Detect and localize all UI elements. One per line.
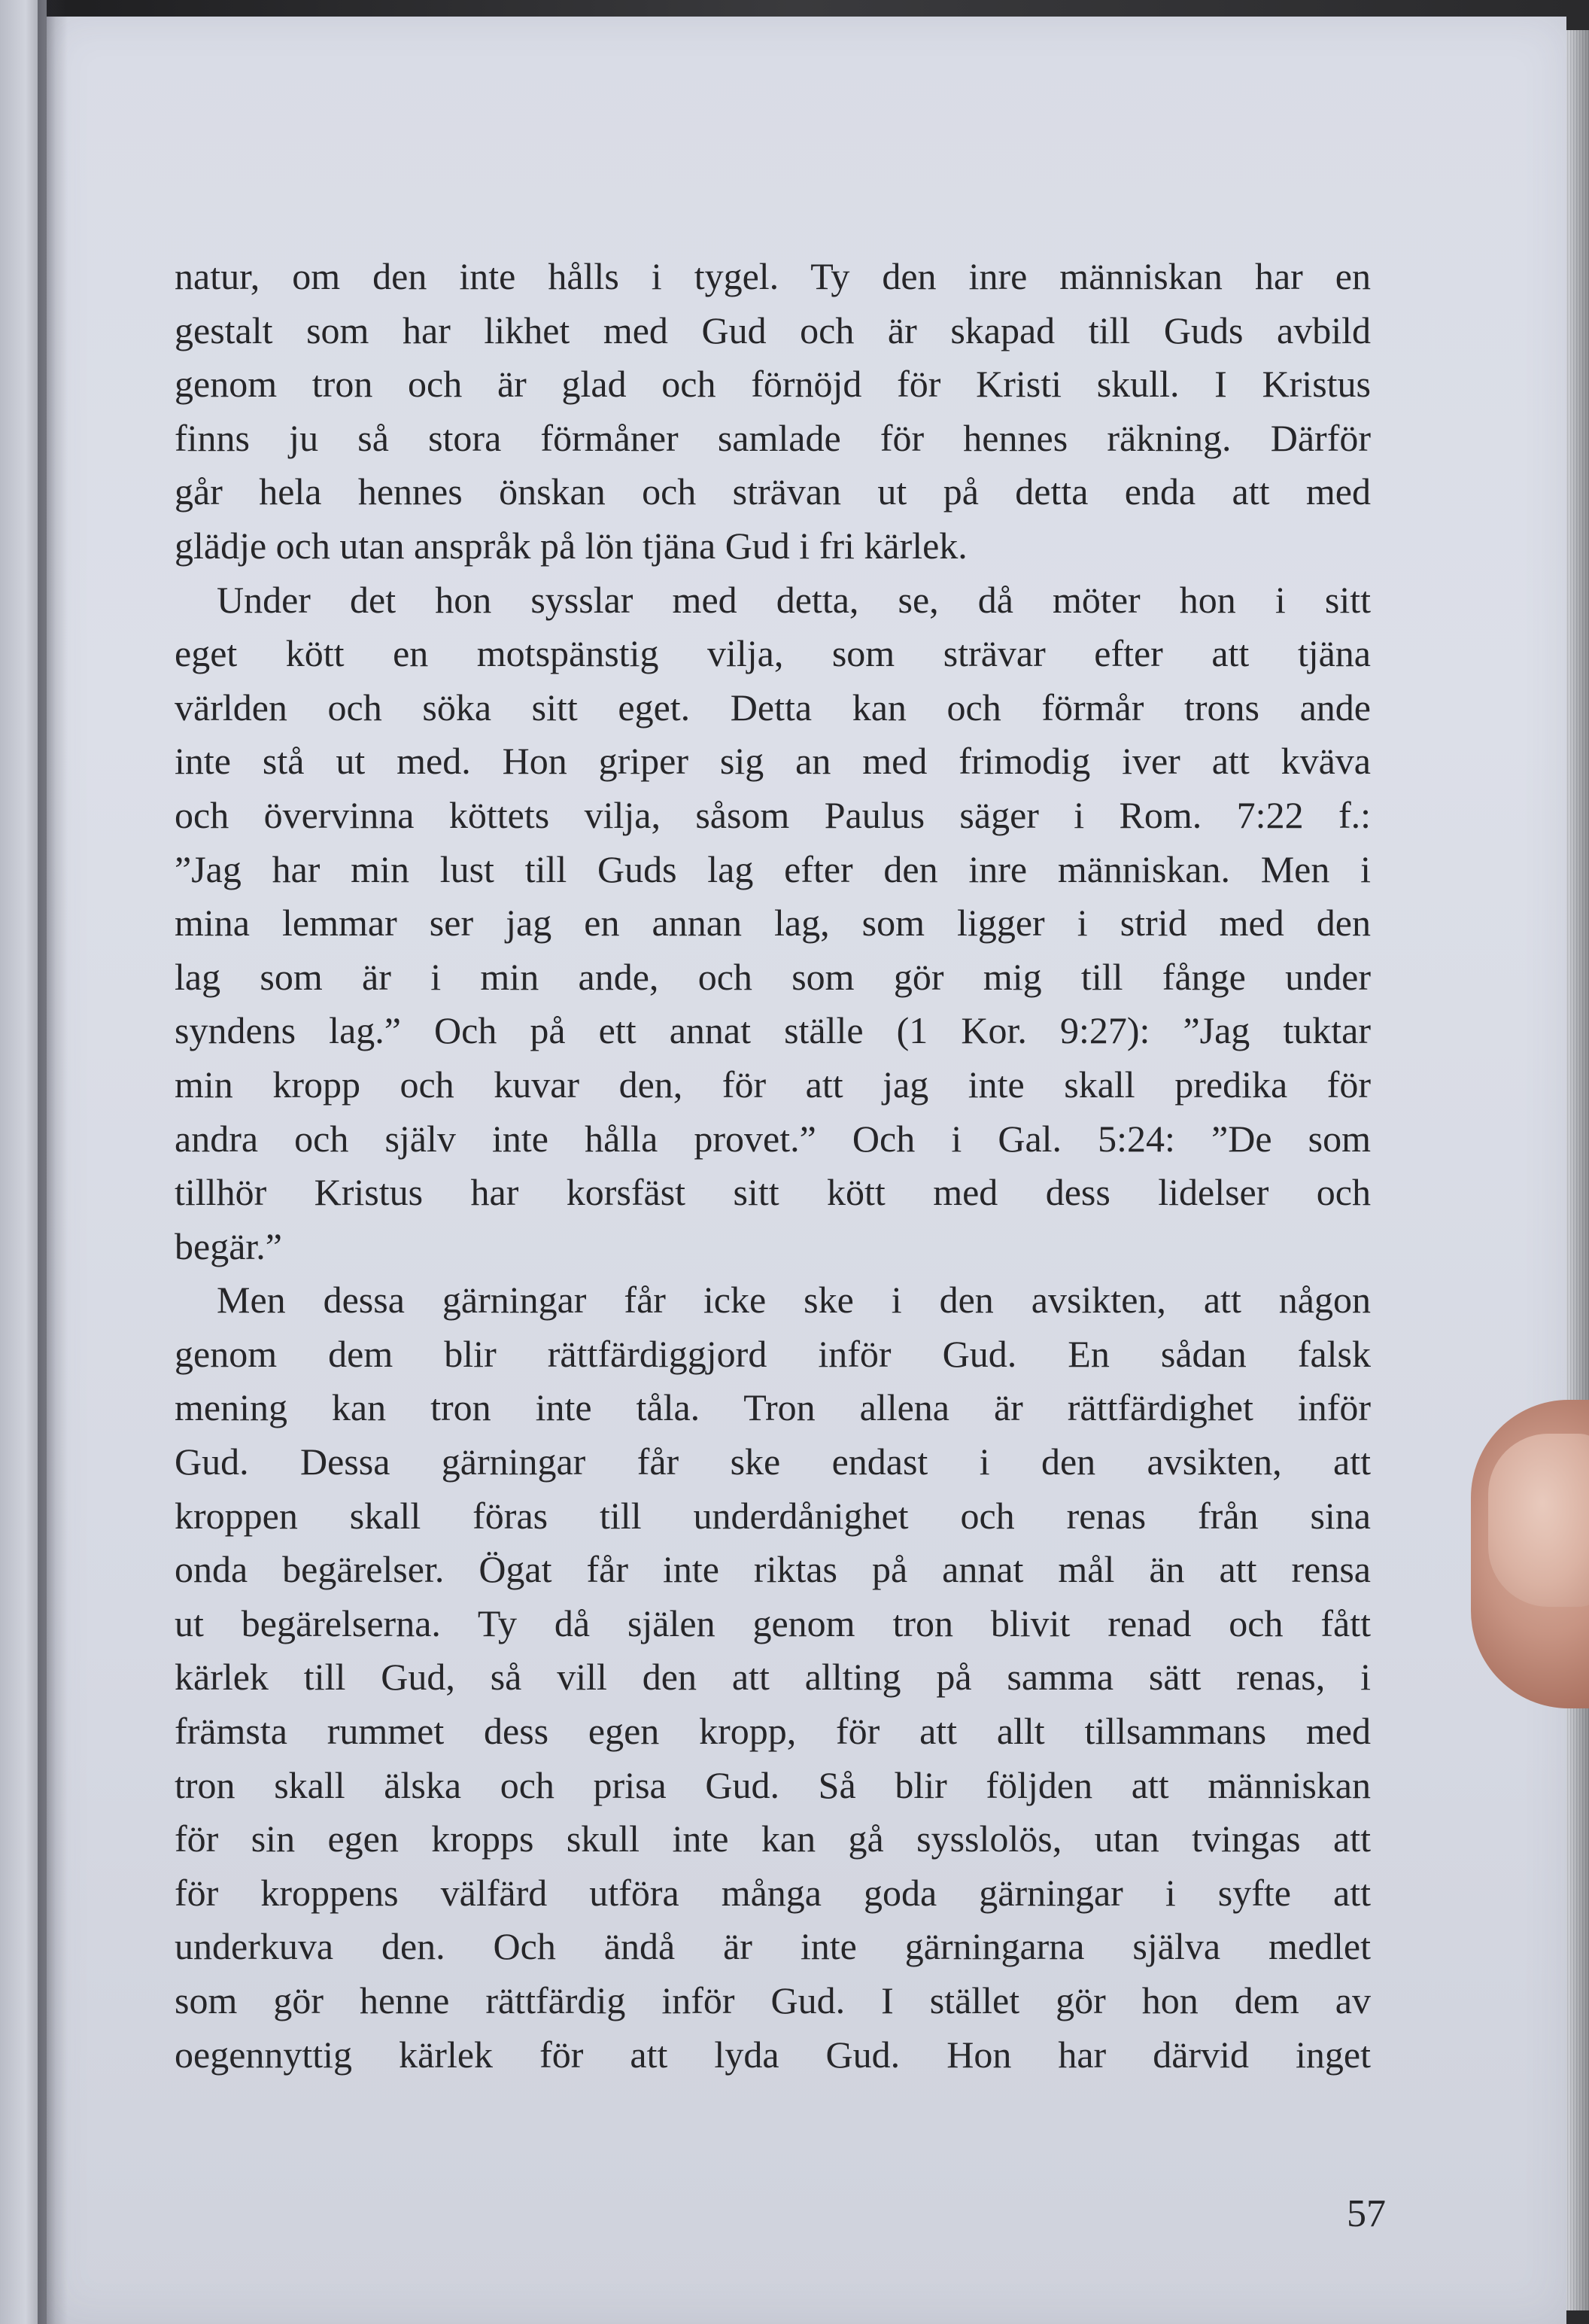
text-line: för sin egen kropps skull inte kan gå sysslolös, utan tvingas att	[175, 1818, 1371, 1860]
text-line: går hela hennes önskan och strävan ut på detta enda att med	[175, 470, 1371, 513]
text-line: natur, om den inte hålls i tygel. Ty den inre människan har en	[175, 255, 1371, 297]
paragraph-end-line: glädje och utan anspråk på lön tjäna Gud i fri kärlek.	[175, 524, 968, 567]
text-line: kroppen skall föras till underdånighet och renas från sina	[175, 1494, 1371, 1537]
text-line: världen och söka sitt eget. Detta kan och förmår trons ande	[175, 686, 1371, 729]
text-line: oegennyttig kärlek för att lyda Gud. Hon har därvid inget	[175, 2033, 1371, 2076]
text-line: lag som är i min ande, och som gör mig till fånge under	[175, 955, 1371, 998]
text-line: onda begärelser. Ögat får inte riktas på annat mål än att rensa	[175, 1548, 1371, 1591]
text-line: syndens lag.” Och på ett annat ställe (1 Kor. 9:27): ”Jag tuktar	[175, 1009, 1371, 1052]
text-line: mening kan tron inte tåla. Tron allena är rättfärdighet inför	[175, 1386, 1371, 1429]
paragraph-start-line: Men dessa gärningar får icke ske i den avsikten, att någon	[217, 1279, 1371, 1322]
gutter-shadow	[38, 0, 68, 2324]
paragraph-start-line: Under det hon sysslar med detta, se, då möter hon i sitt	[217, 578, 1371, 621]
text-line: underkuva den. Och ändå är inte gärningarna själva medlet	[175, 1925, 1371, 1968]
paragraph-end-line: begär.”	[175, 1224, 282, 1267]
text-line: Gud. Dessa gärningar får ske endast i den avsikten, att	[175, 1440, 1371, 1483]
text-line: mina lemmar ser jag en annan lag, som ligger i strid med den	[175, 902, 1371, 945]
text-line: som gör henne rättfärdig inför Gud. I stället gör hon dem av	[175, 1979, 1371, 2021]
book-page	[47, 17, 1566, 2324]
text-line: kärlek till Gud, så vill den att allting på samma sätt renas, i	[175, 1656, 1371, 1699]
text-line: eget kött en motspänstig vilja, som strävar efter att tjäna	[175, 632, 1371, 675]
text-line: inte stå ut med. Hon griper sig an med frimodig iver att kväva	[175, 740, 1371, 783]
fingernail	[1488, 1434, 1589, 1607]
text-line: ut begärelserna. Ty då själen genom tron blivit renad och fått	[175, 1602, 1371, 1644]
text-line: och övervinna köttets vilja, såsom Paulus säger i Rom. 7:22 f.:	[175, 793, 1371, 836]
text-line: för kroppens välfärd utföra många goda gärningar i syfte att	[175, 1871, 1371, 1914]
text-line: genom dem blir rättfärdiggjord inför Gud. En sådan falsk	[175, 1332, 1371, 1375]
text-line: gestalt som har likhet med Gud och är skapad till Guds avbild	[175, 309, 1371, 351]
text-line: tron skall älska och prisa Gud. Så blir följden att människan	[175, 1763, 1371, 1806]
text-line: genom tron och är glad och förnöjd för Kristi skull. I Kristus	[175, 363, 1371, 406]
body-text	[175, 250, 1371, 2082]
text-line: tillhör Kristus har korsfäst sitt kött med dess lidelser och	[175, 1171, 1371, 1214]
text-line: ”Jag har min lust till Guds lag efter den inre människan. Men i	[175, 847, 1371, 890]
page-number: 57	[1347, 2192, 1386, 2235]
text-line: min kropp och kuvar den, för att jag inte skall predika för	[175, 1063, 1371, 1106]
text-line: andra och själv inte hålla provet.” Och i Gal. 5:24: ”De som	[175, 1117, 1371, 1160]
text-line: främsta rummet dess egen kropp, för att allt tillsammans med	[175, 1710, 1371, 1753]
text-line: finns ju så stora förmåner samlade för hennes räkning. Därför	[175, 416, 1371, 459]
